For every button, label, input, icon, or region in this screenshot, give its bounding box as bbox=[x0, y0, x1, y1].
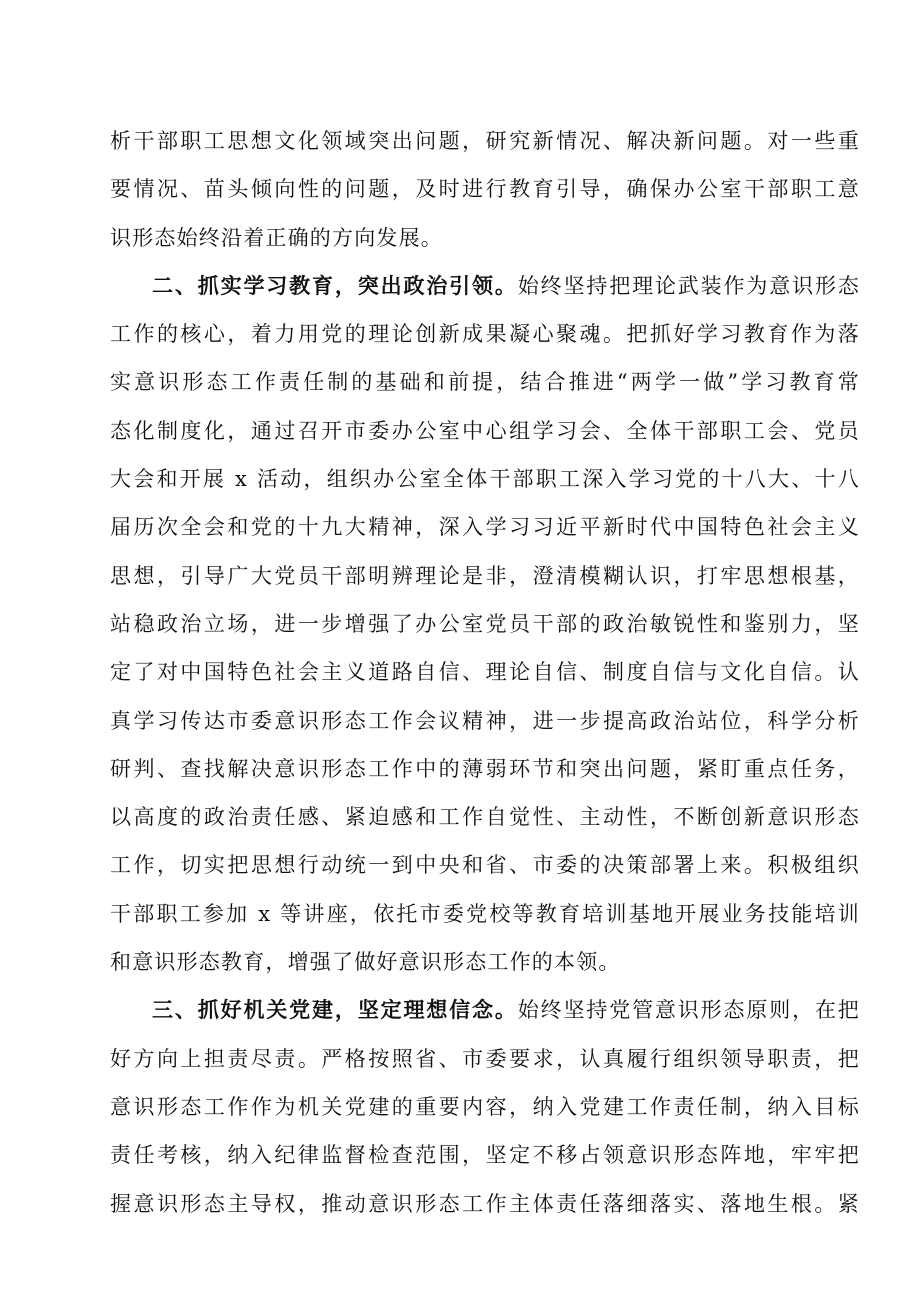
text-line: 识形态始终沿着正确的方向发展。 bbox=[110, 225, 443, 250]
text-line: 站稳政治立场，进一步增强了办公室党员干部的政治敏锐性和鉴别力，坚 bbox=[110, 611, 860, 636]
text-line bbox=[110, 262, 860, 310]
text-line: 析干部职工思想文化领域突出问题，研究新情况、解决新问题。对一些重 bbox=[110, 129, 860, 153]
text-line: 届历次全会和党的十九大精神，深入学习习近平新时代中国特色社会主义 bbox=[110, 515, 860, 540]
paragraph-continuation bbox=[110, 117, 860, 262]
text-line: 真学习传达市委意识形态工作会议精神，进一步提高政治站位，科学分析 bbox=[110, 708, 860, 733]
text-line: 定了对中国特色社会主义道路自信、理论自信、制度自信与文化自信。认 bbox=[110, 660, 860, 685]
text-line bbox=[110, 986, 860, 1034]
text-run: 始终坚持党管意识形态原则，在把 bbox=[517, 998, 861, 1023]
text-line: 态化制度化，通过召开市委办公室中心组学习会、全体干部职工会、党员 bbox=[110, 418, 860, 443]
text-run: 始终坚持把理论武装作为意识形态 bbox=[517, 273, 861, 298]
paragraph-section-three bbox=[110, 986, 860, 1227]
text-line: 大会和开展 x 活动，组织办公室全体干部职工深入学习党的十八大、十八 bbox=[110, 467, 860, 492]
text-line: 要情况、苗头倾向性的问题，及时进行教育引导，确保办公室干部职工意 bbox=[110, 177, 860, 202]
document-body bbox=[110, 117, 860, 1228]
text-line: 思想，引导广大党员干部明辨理论是非，澄清模糊认识，打牢思想根基， bbox=[110, 563, 860, 588]
text-line: 研判、查找解决意识形态工作中的薄弱环节和突出问题，紧盯重点任务， bbox=[110, 756, 860, 781]
text-line: 意识形态工作作为机关党建的重要内容，纳入党建工作责任制，纳入目标 bbox=[110, 1094, 860, 1119]
text-line: 以高度的政治责任感、紧迫感和工作自觉性、主动性，不断创新意识形态 bbox=[110, 805, 860, 830]
text-line: 握意识形态主导权，推动意识形态工作主体责任落细落实、落地生根。紧 bbox=[110, 1191, 860, 1216]
paragraph-section-two bbox=[110, 262, 860, 986]
text-line: 好方向上担责尽责。严格按照省、市委要求，认真履行组织领导职责，把 bbox=[110, 1046, 860, 1071]
section-heading: 二、抓实学习教育，突出政治引领。 bbox=[152, 272, 518, 298]
text-line: 干部职工参加 x 等讲座，依托市委党校等教育培训基地开展业务技能培训 bbox=[110, 901, 860, 926]
text-line: 工作的核心，着力用党的理论创新成果凝心聚魂。把抓好学习教育作为落 bbox=[110, 322, 860, 347]
text-line: 和意识形态教育，增强了做好意识形态工作的本领。 bbox=[110, 950, 621, 975]
text-line: 工作，切实把思想行动统一到中央和省、市委的决策部署上来。积极组织 bbox=[110, 853, 860, 878]
section-heading: 三、抓好机关党建，坚定理想信念。 bbox=[152, 997, 518, 1023]
text-line: 实意识形态工作责任制的基础和前提，结合推进“两学一做”学习教育常 bbox=[110, 370, 860, 395]
text-line: 责任考核，纳入纪律监督检查范围，坚定不移占领意识形态阵地，牢牢把 bbox=[110, 1143, 860, 1168]
